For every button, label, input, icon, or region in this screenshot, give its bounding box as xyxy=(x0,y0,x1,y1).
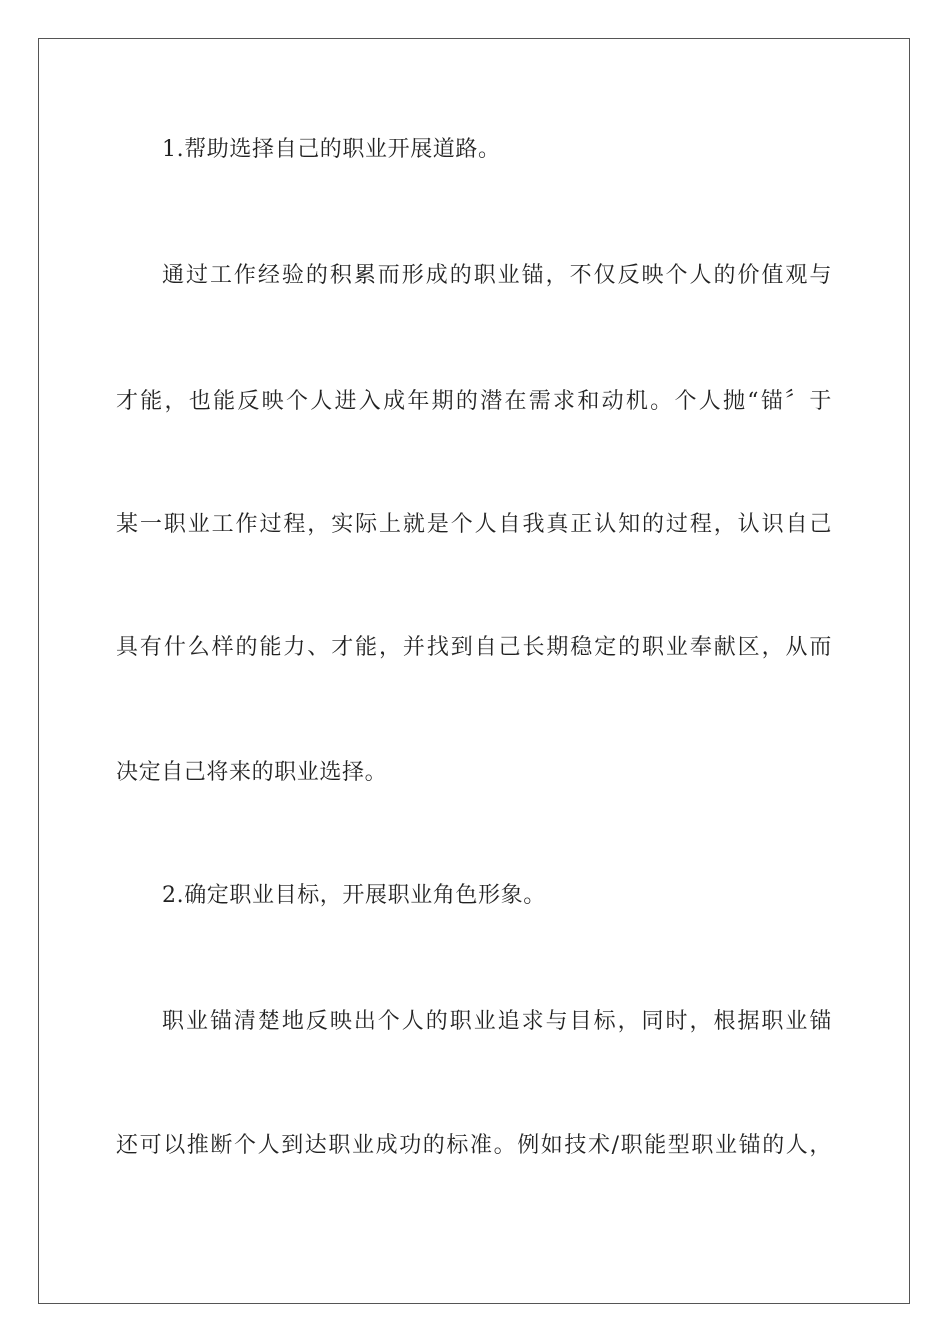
paragraph-1-line-5: 决定自己将来的职业选择。 xyxy=(116,760,388,785)
page-border xyxy=(38,38,910,1304)
paragraph-1-line-2: 才能，也能反映个人进入成年期的潜在需求和动机。个人抛“锚〞于 xyxy=(116,389,832,414)
heading-2: 2.确定职业目标，开展职业角色形象。 xyxy=(162,883,546,908)
paragraph-2-line-1: 职业锚清楚地反映出个人的职业追求与目标，同时，根据职业锚 xyxy=(162,1009,832,1034)
paragraph-2-line-2: 还可以推断个人到达职业成功的标准。例如技术/职能型职业锚的人， xyxy=(116,1133,832,1158)
paragraph-1-line-4: 具有什么样的能力、才能，并找到自己长期稳定的职业奉献区，从而 xyxy=(116,635,832,660)
paragraph-1-line-1: 通过工作经验的积累而形成的职业锚，不仅反映个人的价值观与 xyxy=(162,263,832,288)
paragraph-1-line-3: 某一职业工作过程，实际上就是个人自我真正认知的过程，认识自己 xyxy=(116,512,832,537)
heading-1: 1.帮助选择自己的职业开展道路。 xyxy=(162,137,501,162)
